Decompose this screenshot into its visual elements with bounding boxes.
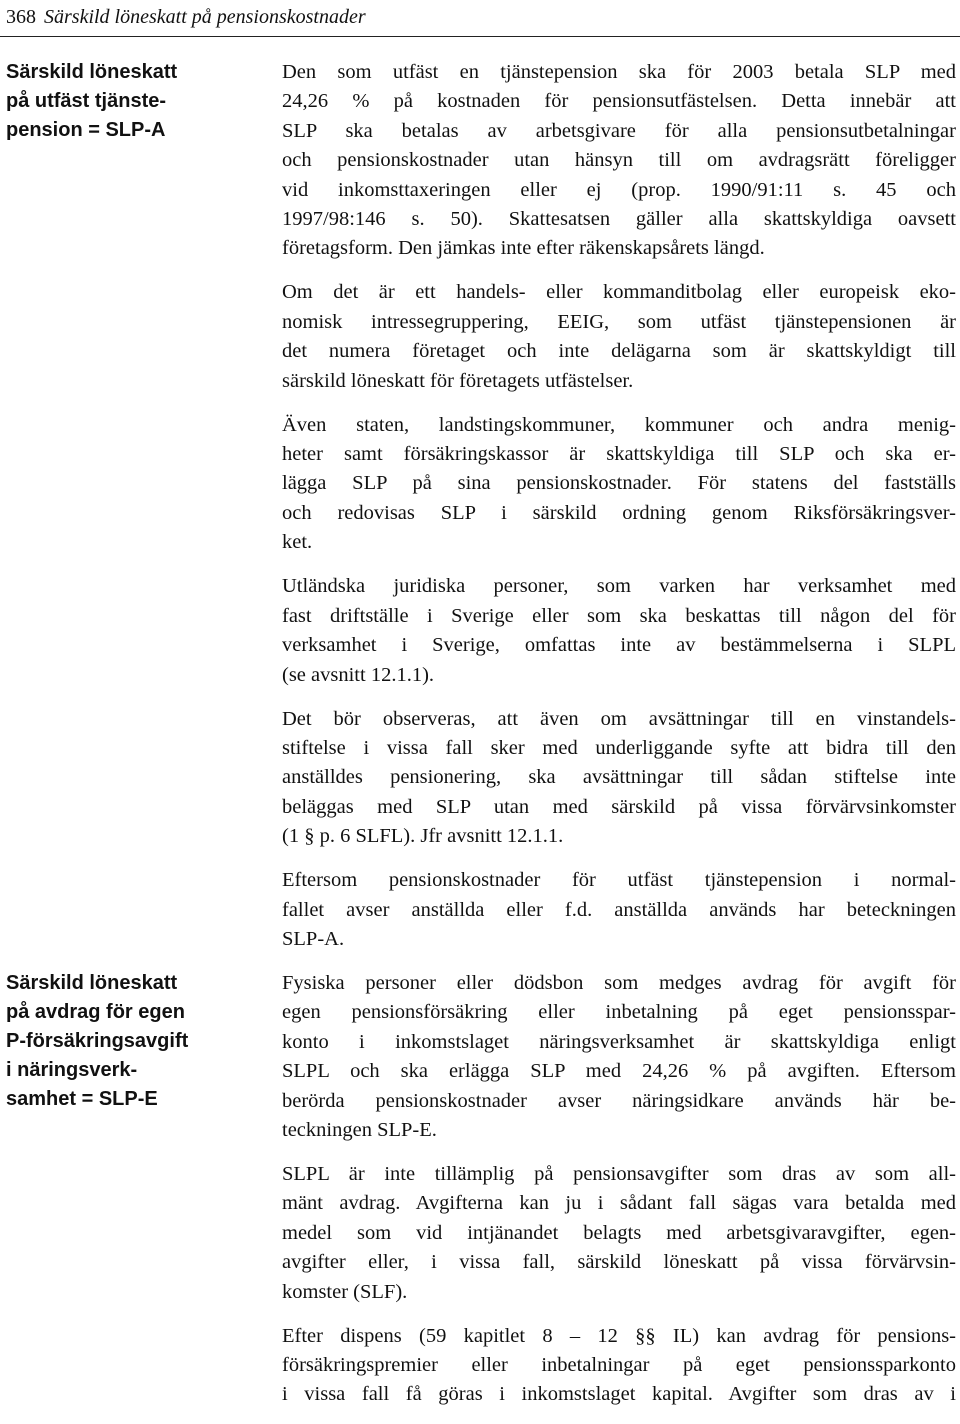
- text-line: och pensionskostnader utan hänsyn till om avdragsrätt föreligger: [282, 149, 956, 172]
- text-line: avgifter eller, i vissa fall, särskild löneskatt på vissa förvärvsin-: [282, 1251, 956, 1274]
- text-line: SLP ska betalas av arbetsgivare för alla pensionsutbetalningar: [282, 119, 956, 142]
- text-line: fallet avser anställda eller f.d. anställda används har beteckningen: [282, 898, 956, 921]
- margin-heading-slp-e: [6, 969, 256, 1114]
- text-line: fast driftställe i Sverige eller som ska beskattas till någon del för: [282, 604, 956, 627]
- text-line: (1 § p. 6 SLFL). Jfr avsnitt 12.1.1.: [282, 825, 564, 848]
- margin-heading-line: Särskild löneskatt: [6, 972, 178, 994]
- text-line: Eftersom pensionskostnader för utfäst tjänstepension i normal-: [282, 869, 956, 892]
- text-line: ket.: [282, 531, 313, 554]
- margin-heading-line: i näringsverk-: [6, 1059, 138, 1081]
- text-line: Utländska juridiska personer, som varken har verksamhet med: [282, 575, 956, 598]
- text-line: egen pensionsförsäkring eller inbetalning på eget pensionsspar-: [282, 1001, 956, 1024]
- text-line: försäkringspremier eller inbetalningar på eget pensionssparkonto: [282, 1354, 956, 1376]
- margin-heading-line: på avdrag för egen: [6, 1001, 185, 1023]
- text-line: Den som utfäst en tjänstepension ska för 2003 betala SLP med: [282, 61, 956, 83]
- text-line: SLPL är inte tillämplig på pensionsavgifter som dras av som all-: [282, 1162, 956, 1185]
- text-line: Om det är ett handels- eller kommanditbolag eller europeisk eko-: [282, 281, 956, 304]
- body-paragraph: [282, 278, 956, 396]
- text-line: särskild löneskatt för företagets utfästelser.: [282, 369, 634, 392]
- page-header: [6, 2, 366, 34]
- header-rule: [0, 36, 960, 37]
- body-paragraph: [282, 969, 956, 1145]
- text-line: 24,26 % på kostnaden för pensionsutfästelsen. Detta innebär att: [282, 90, 956, 113]
- margin-heading-line: samhet = SLP-E: [6, 1088, 158, 1110]
- page-number: 368: [6, 6, 36, 28]
- body-paragraph: [282, 572, 956, 690]
- running-title: Särskild löneskatt på pensionskostnader: [44, 6, 366, 28]
- text-line: berörda pensionskostnader avser näringsidkare används här be-: [282, 1089, 956, 1112]
- text-line: lägga SLP på sina pensionskostnader. För statens del fastställs: [282, 472, 956, 495]
- text-line: det numera företaget och inte delägarna som är skattskyldigt till: [282, 340, 956, 363]
- text-line: Även staten, landstingskommuner, kommuner och andra menig-: [282, 413, 956, 436]
- text-line: anställdes pensionering, ska avsättningar till sådan stiftelse inte: [282, 766, 956, 789]
- margin-heading-slp-a: [6, 58, 256, 145]
- text-line: Efter dispens (59 kapitlet 8 – 12 §§ IL) kan avdrag för pensions-: [282, 1324, 956, 1347]
- margin-heading-line: P-försäkringsavgift: [6, 1030, 189, 1052]
- text-line: Fysiska personer eller dödsbon som medges avdrag för avgift för: [282, 971, 956, 994]
- text-line: SLP-A.: [282, 927, 345, 950]
- text-line: verksamhet i Sverige, omfattas inte av bestämmelserna i SLPL: [282, 634, 956, 657]
- body-paragraph: [282, 1322, 956, 1410]
- text-line: nomisk intressegruppering, EEIG, som utfäst tjänstepensionen är: [282, 310, 956, 333]
- body-paragraph: [282, 866, 956, 954]
- text-line: stiftelse i vissa fall sker med underliggande syfte att bidra till den: [282, 736, 956, 759]
- text-line: Det bör observeras, att även om avsättningar till en vinstandels-: [282, 707, 956, 730]
- text-line: och redovisas SLP i särskild ordning genom Riksförsäkringsver-: [282, 501, 956, 524]
- text-line: företagsform. Den jämkas inte efter räkenskapsårets längd.: [282, 237, 765, 260]
- text-line: 1997/98:146 s. 50). Skattesatsen gäller alla skattskyldiga oavsett: [282, 208, 956, 231]
- text-line: mänt avdrag. Avgifterna kan ju i sådant fall sägas vara betalda med: [282, 1192, 956, 1215]
- body-paragraph: [282, 1160, 956, 1307]
- body-paragraph: [282, 705, 956, 852]
- text-line: medel som vid intjänandet belagts med arbetsgivaravgifter, egen-: [282, 1221, 956, 1244]
- text-line: komster (SLF).: [282, 1280, 408, 1303]
- text-line: SLPL och ska erlägga SLP med 24,26 % på avgiften. Eftersom: [282, 1060, 956, 1083]
- text-line: konto i inkomstslaget näringsverksamhet är skattskyldiga enligt: [282, 1030, 956, 1053]
- body-paragraph: [282, 411, 956, 558]
- body-paragraph: [282, 58, 956, 264]
- text-line: vid inkomsttaxeringen eller ej (prop. 1990/91:11 s. 45 och: [282, 178, 956, 201]
- margin-heading-line: Särskild löneskatt: [6, 61, 178, 83]
- text-line: (se avsnitt 12.1.1).: [282, 663, 435, 686]
- text-line: heter samt försäkringskassor är skattskyldiga till SLP och ska er-: [282, 443, 956, 466]
- text-line: i vissa fall få göras i inkomstslaget kapital. Avgifter som dras av i: [282, 1383, 956, 1406]
- text-line: teckningen SLP-E.: [282, 1118, 437, 1141]
- margin-heading-line: på utfäst tjänste-: [6, 90, 167, 112]
- text-line: beläggas med SLP utan med särskild på vissa förvärvsinkomster: [282, 795, 956, 818]
- margin-heading-line: pension = SLP-A: [6, 119, 166, 141]
- body-text: [282, 58, 956, 1424]
